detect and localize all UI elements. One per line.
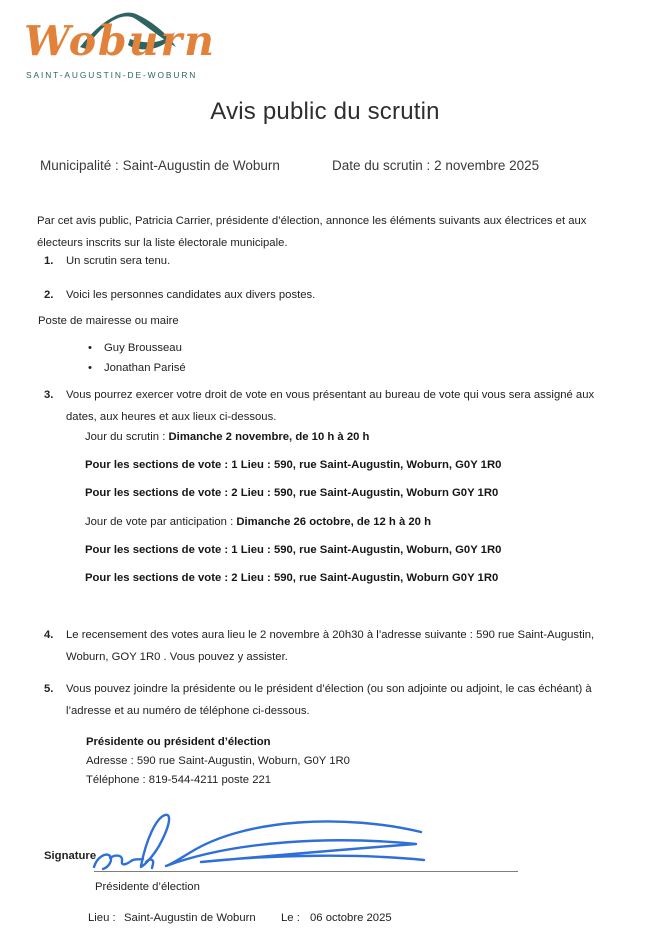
item-2-number: 2.	[44, 289, 54, 301]
signed-date-label: Le :	[281, 912, 300, 924]
list-item-4	[44, 624, 614, 668]
item-3-number: 3.	[44, 389, 54, 401]
title-wrap	[37, 96, 613, 128]
page-title: Avis public du scrutin	[210, 98, 440, 125]
municipality-line	[40, 158, 280, 173]
item-4-number: 4.	[44, 629, 54, 641]
item-1-text: Un scrutin sera tenu.	[66, 255, 171, 267]
handwritten-signature	[86, 810, 431, 874]
signature-label: Signature	[44, 850, 97, 862]
contact-phone: Téléphone : 819-544-4211 poste 221	[86, 774, 272, 786]
signed-date-value: 06 octobre 2025	[310, 912, 392, 924]
advance-polling-day-line	[85, 511, 431, 533]
item-1-number: 1.	[44, 255, 54, 267]
contact-heading: Présidente ou président d’élection	[86, 736, 271, 748]
polling-day-value: Dimanche 2 novembre, de 10 h à 20 h	[168, 431, 370, 443]
signature-role: Présidente d’élection	[95, 881, 200, 893]
municipality-logo	[18, 3, 216, 87]
candidate-item: • Guy Brousseau	[86, 337, 182, 359]
scrutin-date-line	[332, 158, 539, 173]
intro-paragraph: Par cet avis public, Patricia Carrier, présidente d’élection, annonce les éléments suivants aux électrices et aux électeurs inscrits sur la liste électorale municipale.	[37, 215, 587, 250]
place-label: Lieu :	[88, 912, 116, 924]
item-4-text: Le recensement des votes aura lieu le 2 novembre à 20h30 à l’adresse suivante : 590 rue Saint-Augustin, Woburn, GOY 1R0 . Vous pouvez y assister.	[66, 629, 595, 663]
item-5-number: 5.	[44, 683, 54, 695]
signature-line	[94, 871, 518, 872]
item-2-text: Voici les personnes candidates aux divers postes.	[66, 289, 316, 301]
logo-wordmark: Woburn	[24, 17, 216, 65]
municipality-value: Saint-Augustin de Woburn	[122, 158, 280, 173]
advance-polling-section-1: Pour les sections de vote : 1 Lieu : 590, rue Saint-Augustin, Woburn, G0Y 1R0	[85, 544, 502, 556]
scrutin-date-value: 2 novembre 2025	[434, 158, 540, 173]
advance-polling-section-2: Pour les sections de vote : 2 Lieu : 590, rue Saint-Augustin, Woburn G0Y 1R0	[85, 572, 499, 584]
list-item-3	[44, 384, 614, 428]
municipality-label: Municipalité :	[40, 158, 119, 173]
polling-section-2: Pour les sections de vote : 2 Lieu : 590, rue Saint-Augustin, Woburn G0Y 1R0	[85, 487, 499, 499]
list-item-5	[44, 678, 614, 722]
list-item-1	[44, 250, 614, 272]
advance-polling-label: Jour de vote par anticipation :	[85, 516, 237, 528]
advance-polling-value: Dimanche 26 octobre, de 12 h à 20 h	[236, 516, 431, 528]
mayor-post-heading: Poste de mairesse ou maire	[38, 315, 179, 327]
place-value: Saint-Augustin de Woburn	[124, 912, 256, 924]
item-3-text: Vous pourrez exercer votre droit de vote en vous présentant au bureau de vote qui vous sera assigné aux dates, aux heures et aux lieux ci-dessous.	[66, 389, 595, 423]
item-5-text: Vous pouvez joindre la présidente ou le président d’élection (ou son adjointe ou adjoint, le cas échéant) à l’adresse et au numéro de téléphone ci-dessous.	[66, 683, 592, 717]
scrutin-date-label: Date du scrutin :	[332, 158, 431, 173]
polling-day-line	[85, 426, 369, 448]
polling-day-label: Jour du scrutin :	[85, 431, 169, 443]
candidate-item: • Jonathan Parisé	[86, 357, 186, 379]
contact-address: Adresse : 590 rue Saint-Augustin, Woburn, G0Y 1R0	[86, 755, 350, 767]
polling-section-1: Pour les sections de vote : 1 Lieu : 590, rue Saint-Augustin, Woburn, G0Y 1R0	[85, 459, 502, 471]
logo-subtitle: SAINT-AUGUSTIN-DE-WOBURN	[26, 70, 198, 80]
list-item-2	[44, 284, 614, 306]
